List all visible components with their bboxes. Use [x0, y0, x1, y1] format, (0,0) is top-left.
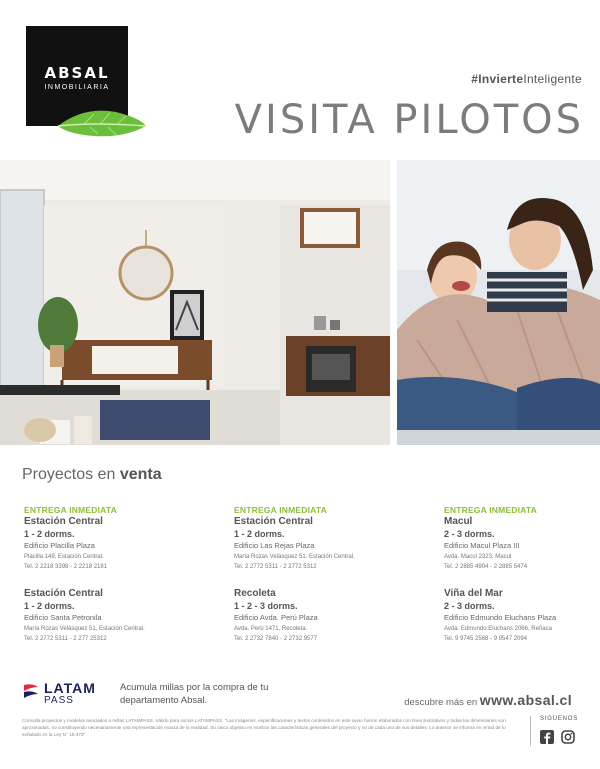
hashtag-rest: Inteligente [523, 72, 582, 86]
project-macul-plaza-iii [444, 505, 600, 572]
project-address: Avda. Perú 1471, Recoleta. [234, 626, 308, 632]
instagram-icon[interactable] [561, 730, 575, 744]
mother-daughter-blanket-photo [397, 160, 600, 445]
projects-section-title [22, 466, 162, 484]
project-dorms: 1 - 2 dorms. [24, 601, 75, 611]
logo-subtitle: INMOBILIARIA [44, 84, 110, 91]
project-phone: Tel. 2 2772 5311 - 2 277 25312 [24, 636, 107, 642]
facebook-icon[interactable] [540, 730, 554, 744]
project-phone: Tel. 2 2218 3398 - 2 2218 2181 [24, 564, 108, 570]
headline: VISITA PILOTOS [234, 97, 584, 143]
latam-pass-label: PASS [44, 695, 74, 706]
project-city: Recoleta [234, 588, 276, 599]
project-edmundo-eluchans-plaza [444, 588, 600, 644]
hashtag [471, 72, 582, 86]
section-title-bold: venta [119, 466, 162, 483]
project-phone: Tel. 2 2772 5311 - 2 2772 5312 [234, 564, 317, 570]
project-dorms: 1 - 2 dorms. [24, 529, 75, 539]
project-building: Edificio Avda. Perú Plaza [234, 613, 318, 622]
project-santa-petronila [24, 588, 199, 644]
project-phone: Tel. 2 2885 4904 - 2 2885 5474 [444, 564, 528, 570]
leaf-icon [54, 104, 150, 140]
project-placilla-plaza [24, 505, 199, 572]
project-phone: Tel. 2 2732 7840 - 2 2732 9577 [234, 636, 318, 642]
website-line [404, 692, 572, 708]
project-city: Estación Central [24, 588, 103, 599]
website-link[interactable]: www.absal.cl [479, 692, 572, 708]
project-city: Viña del Mar [444, 588, 503, 599]
legal-disclaimer: Consulta proyectos y modelos asociados a millas LATAMPASS. Válido para socios LATAMPASS. "Las imágenes, especificaciones y textos contenidos en este aviso fueron elaborados con fines ilustrativos y todas las dimensiones son aproximadas, no constituyendo necesariamente una representación exacta de la realidad. Su único objetivo es mostrar las características generales del proyecto y no de cada uno de sus detalles. Lo anterior se informa en virtud de lo señalado en la Ley N° 19.472" [22, 718, 506, 737]
project-city: Macul [444, 516, 473, 527]
project-dorms: 2 - 3 dorms. [444, 601, 495, 611]
project-dorms: 2 - 3 dorms. [444, 529, 495, 539]
project-phone: Tel. 9 9745 2568 - 9 9547 2094 [444, 636, 528, 642]
latam-wordmark: LATAM [44, 680, 96, 696]
project-address: María Rozas Velásquez 51, Estación Central. [234, 554, 355, 560]
project-city: Estación Central [24, 516, 103, 527]
project-address: Placilla 149, Estación Central. [24, 554, 104, 560]
project-address: Avda. Edmundo Eluchans 2066, Reñaca [444, 626, 552, 632]
divider [530, 716, 531, 746]
project-city: Estación Central [234, 516, 313, 527]
project-dorms: 1 - 2 dorms. [234, 529, 285, 539]
project-address: Avda. Macul 2323, Macul [444, 554, 512, 560]
project-address: María Rozas Velásquez 51, Estación Central. [24, 626, 145, 632]
miles-promo-text: Acumula millas por la compra de tu departamento Absal. [120, 682, 269, 706]
section-title-prefix: Proyectos en [22, 466, 120, 483]
delivery-tag: ENTREGA INMEDIATA [444, 505, 537, 515]
hashtag-bold: #Invierte [471, 72, 524, 86]
logo-wordmark: ABSAL [44, 64, 110, 82]
delivery-tag: ENTREGA INMEDIATA [234, 505, 327, 515]
project-building: Edificio Las Rejas Plaza [234, 541, 315, 550]
apartment-interior-photo [0, 160, 390, 445]
project-las-rejas-plaza [234, 505, 409, 572]
project-building: Edificio Santa Petronila [24, 613, 102, 622]
project-dorms: 1 - 2 - 3 dorms. [234, 601, 298, 611]
project-avda-peru-plaza [234, 588, 409, 644]
project-building: Edificio Edmundo Eluchans Plaza [444, 613, 557, 622]
follow-label: SIGUENOS [540, 716, 579, 722]
project-building: Edificio Macul Plaza III [444, 541, 520, 550]
project-building: Edificio Placilla Plaza [24, 541, 95, 550]
delivery-tag: ENTREGA INMEDIATA [24, 505, 117, 515]
website-prefix: descubre más en [404, 697, 480, 708]
